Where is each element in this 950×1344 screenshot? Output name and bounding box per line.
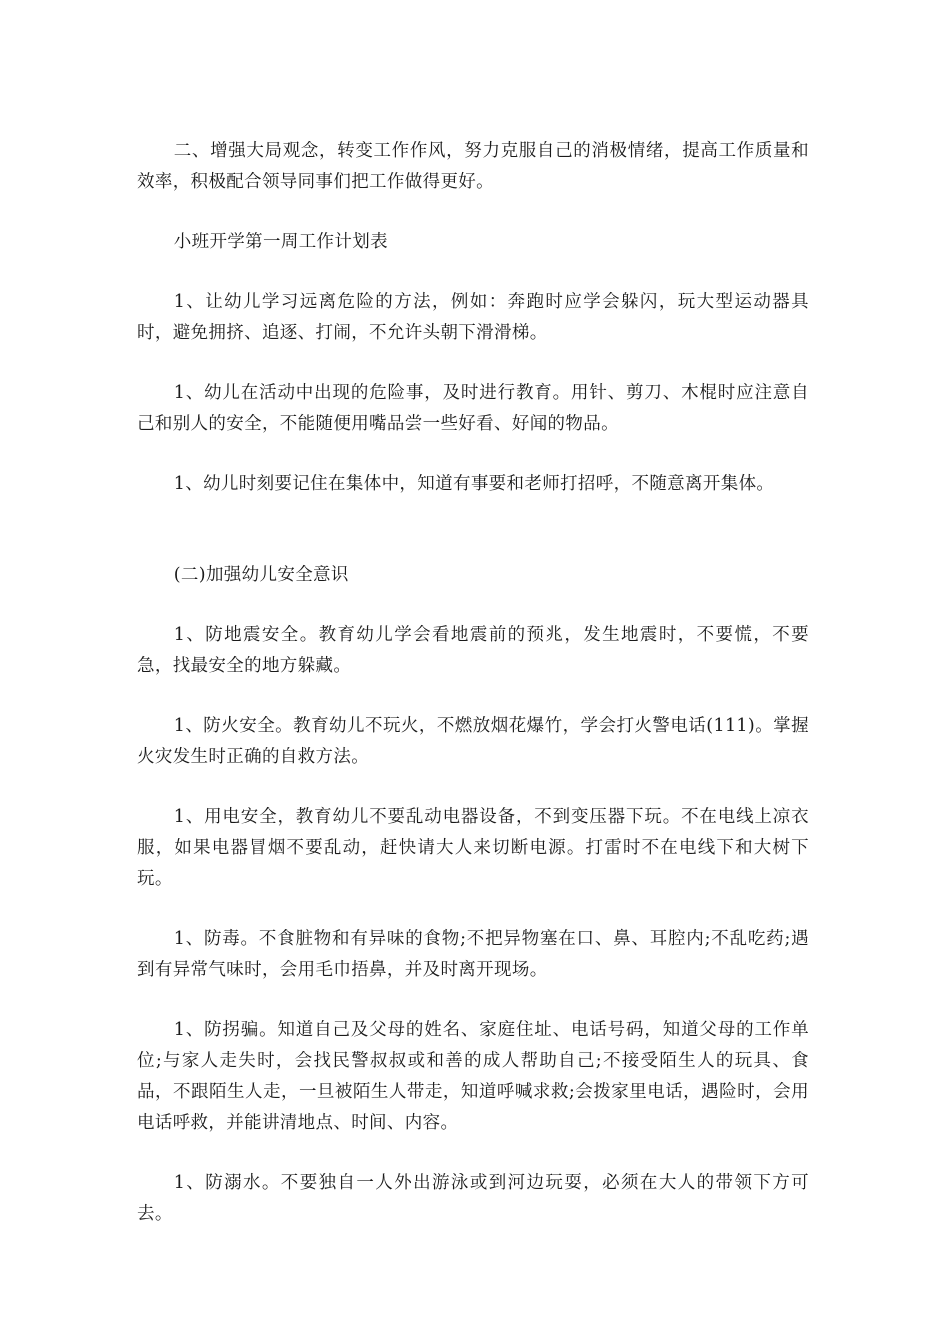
paragraph-work-attitude: 二、增强大局观念，转变工作作风，努力克服自己的消极情绪，提高工作质量和效率，积极配合领导同事们把工作做得更好。 (137, 141, 809, 192)
paragraph-poison-safety: 1、防毒。不食脏物和有异味的食物;不把异物塞在口、鼻、耳腔内;不乱吃药;遇到有异常气味时，会用毛巾捂鼻，并及时离开现场。 (137, 929, 809, 980)
section-title-safety-awareness: (二)加强幼儿安全意识 (173, 565, 349, 585)
document-body (137, 136, 809, 1259)
paragraph-stay-in-group: 1、幼儿时刻要记住在集体中，知道有事要和老师打招呼，不随意离开集体。 (173, 474, 775, 494)
paragraph-abduction-safety: 1、防拐骗。知道自己及父母的姓名、家庭住址、电话号码，知道父母的工作单位;与家人走失时，会找民警叔叔或和善的成人帮助自己;不接受陌生人的玩具、食品，不跟陌生人走，一旦被陌生人带走，知道呼喊求救;会拨家里电话，遇险时，会用电话呼救，并能讲清地点、时间、内容。 (137, 1020, 809, 1133)
paragraph-activity-safety: 1、幼儿在活动中出现的危险事，及时进行教育。用针、剪刀、木棍时应注意自己和别人的安全，不能随便用嘴品尝一些好看、好闻的物品。 (137, 383, 809, 434)
paragraph-avoid-danger: 1、让幼儿学习远离危险的方法，例如：奔跑时应学会躲闪，玩大型运动器具时，避免拥挤、追逐、打闹，不允许头朝下滑滑梯。 (137, 292, 809, 343)
paragraph-drowning-safety: 1、防溺水。不要独自一人外出游泳或到河边玩耍，必须在大人的带领下方可去。 (137, 1173, 809, 1224)
paragraph-electric-safety: 1、用电安全，教育幼儿不要乱动电器设备，不到变压器下玩。不在电线上凉衣服，如果电器冒烟不要乱动，赶快请大人来切断电源。打雷时不在电线下和大树下玩。 (137, 807, 809, 889)
paragraph-earthquake-safety: 1、防地震安全。教育幼儿学会看地震前的预兆，发生地震时，不要慌，不要急，找最安全的地方躲藏。 (137, 625, 809, 676)
section-title-weekly-plan: 小班开学第一周工作计划表 (173, 232, 388, 252)
paragraph-fire-safety: 1、防火安全。教育幼儿不玩火，不燃放烟花爆竹，学会打火警电话(111)。掌握火灾发生时正确的自救方法。 (137, 716, 809, 767)
